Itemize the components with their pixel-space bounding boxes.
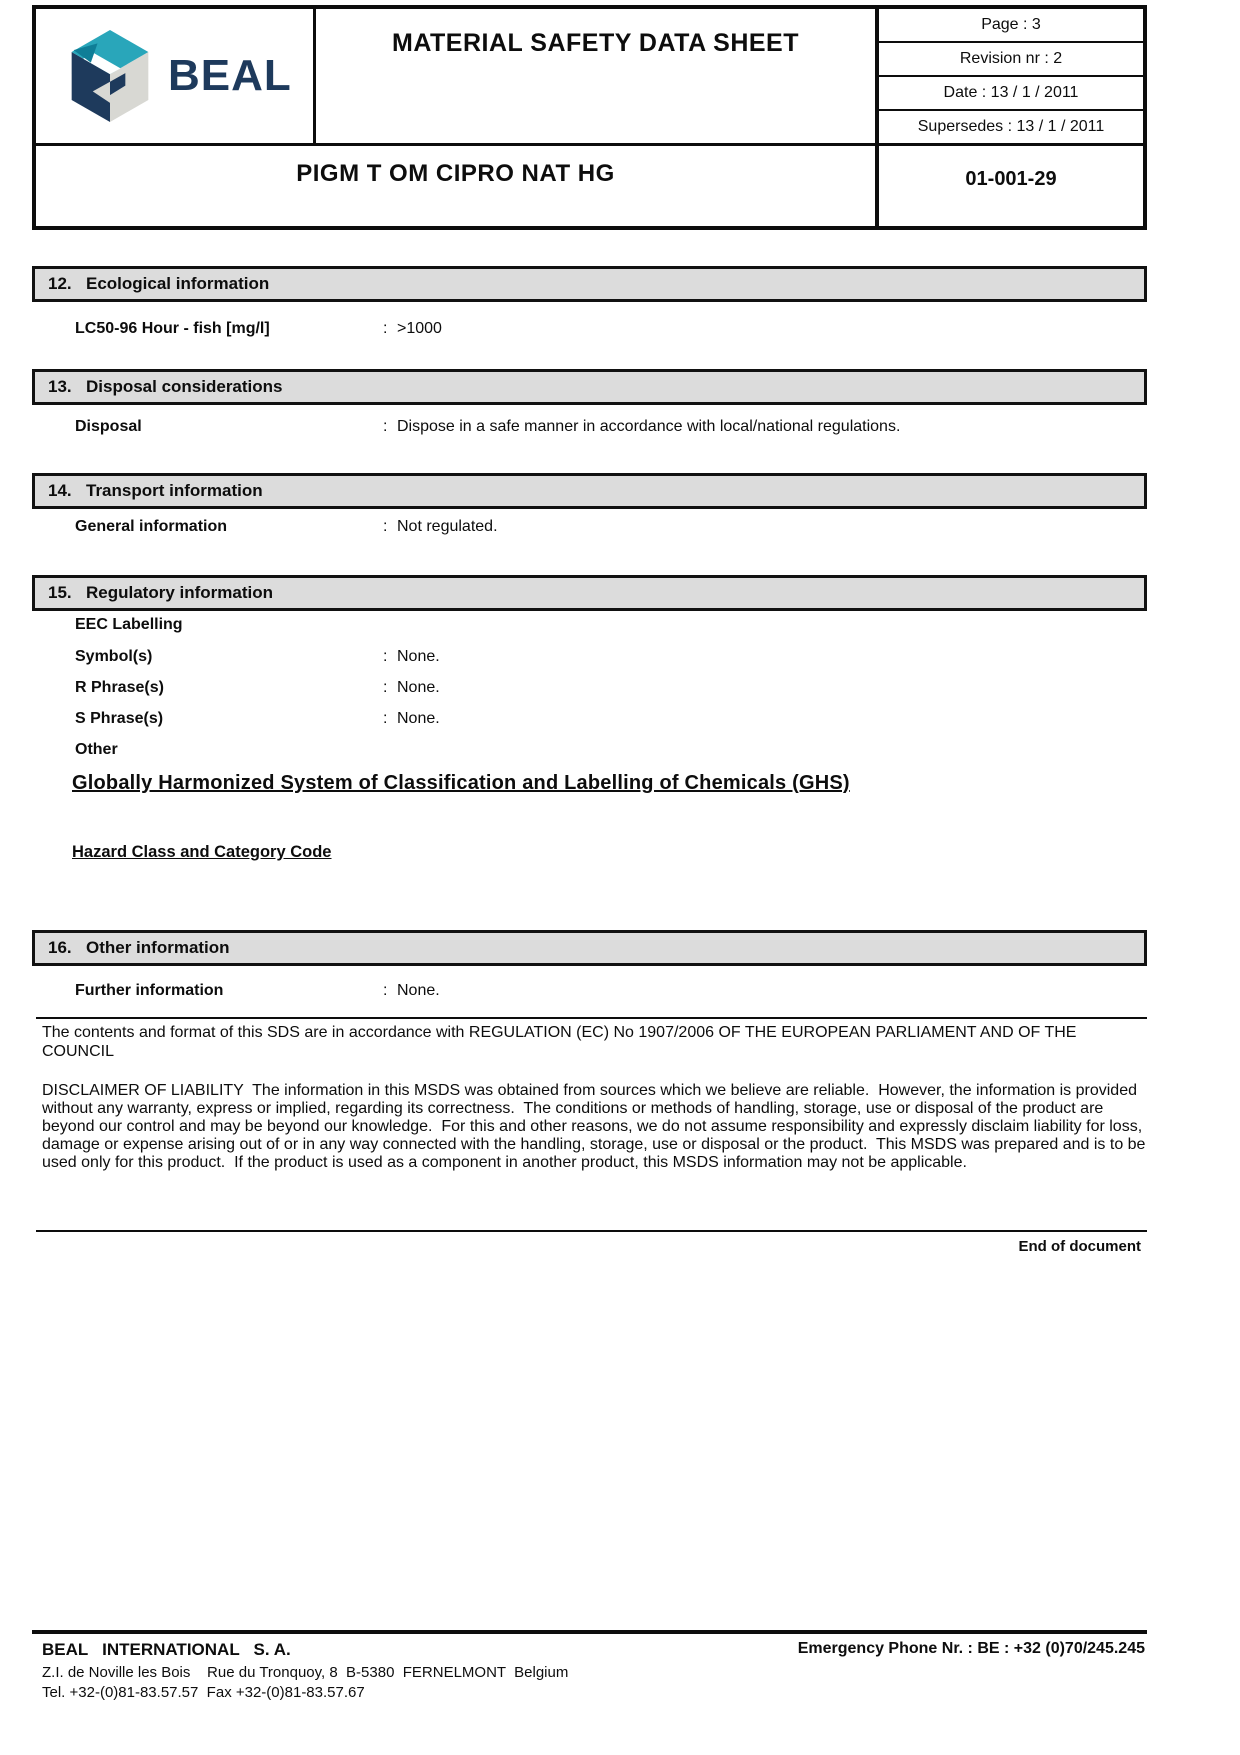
field-colon: : xyxy=(383,518,388,535)
section-number: 16. xyxy=(48,938,72,957)
footer-phone-fax: Tel. +32-(0)81-83.57.57 Fax +32-(0)81-83.57.67 xyxy=(42,1684,365,1701)
field-row xyxy=(75,982,1135,1000)
header-top-row xyxy=(36,9,1143,146)
document-header-table xyxy=(32,5,1147,230)
hazard-class-heading: Hazard Class and Category Code xyxy=(72,843,332,861)
section-title: Other information xyxy=(86,938,230,957)
field-value: None. xyxy=(397,648,440,665)
field-colon: : xyxy=(383,418,388,435)
field-row xyxy=(75,679,1135,697)
field-value: >1000 xyxy=(397,320,442,337)
field-value: None. xyxy=(397,710,440,727)
header-bottom-row xyxy=(36,146,1143,226)
field-colon: : xyxy=(383,710,388,727)
meta-supersedes: Supersedes : 13 / 1 / 2011 xyxy=(917,118,1105,135)
eec-labelling-heading: EEC Labelling xyxy=(75,616,183,633)
footer-company-name: BEAL INTERNATIONAL S. A. xyxy=(42,1640,291,1659)
separator-rule xyxy=(36,1017,1147,1019)
disclaimer-paragraph: DISCLAIMER OF LIABILITY The information in this MSDS was obtained from sources which we believe are reliable. However, the information is provided without any warranty, express or implied, regarding its correctness. The conditions or methods of handling, storage, use or disposal of the product are beyond our control and may be beyond our knowledge. For this and other reasons, we do not assume responsibility and expressly disclaim liability for loss, damage or expense arising out of or in any way connected with the handling, storage, use or disposal or the product. This MSDS was prepared and is to be used only for this product. If the product is used as a component in another product, this MSDS information may not be applicable. xyxy=(42,1082,1150,1171)
meta-page: Page : 3 xyxy=(879,9,1143,43)
section-bar-12 xyxy=(32,266,1147,302)
meta-revision: Revision nr : 2 xyxy=(879,43,1143,77)
section-title: Regulatory information xyxy=(86,583,274,602)
field-colon: : xyxy=(383,679,388,696)
section-number: 12. xyxy=(48,274,72,293)
other-heading: Other xyxy=(75,741,118,758)
section-bar-16 xyxy=(32,930,1147,966)
header-meta-column xyxy=(879,9,1143,143)
product-code: 01-001-29 xyxy=(965,168,1057,190)
brand-name: BEAL xyxy=(168,51,292,100)
section-title: Transport information xyxy=(86,481,263,500)
compliance-paragraph: The contents and format of this SDS are in accordance with REGULATION (EC) No 1907/2006 OF THE EUROPEAN PARLIAMENT AND OF THE COUNCIL xyxy=(42,1024,1081,1060)
end-of-document-note: End of document xyxy=(1018,1238,1141,1255)
field-value: Dispose in a safe manner in accordance with local/national regulations. xyxy=(397,418,901,435)
field-value: Not regulated. xyxy=(397,518,498,535)
section-bar-13 xyxy=(32,369,1147,405)
section-bar-15 xyxy=(32,575,1147,611)
field-value: None. xyxy=(397,982,440,999)
field-row xyxy=(75,710,1135,728)
section-number: 13. xyxy=(48,377,72,396)
field-row xyxy=(75,320,1135,338)
section-number: 15. xyxy=(48,583,72,602)
field-label: Further information xyxy=(75,982,224,999)
field-label: LC50-96 Hour - fish [mg/l] xyxy=(75,320,270,337)
document-title: MATERIAL SAFETY DATA SHEET xyxy=(316,9,879,143)
field-colon: : xyxy=(383,982,388,999)
field-value: None. xyxy=(397,679,440,696)
section-title: Ecological information xyxy=(86,274,270,293)
footer-rule xyxy=(32,1630,1147,1634)
field-label: Symbol(s) xyxy=(75,648,153,665)
footer-address: Z.I. de Noville les Bois Rue du Tronquoy, 8 B-5380 FERNELMONT Belgium xyxy=(42,1664,569,1681)
field-row xyxy=(75,518,1135,536)
field-row xyxy=(75,418,1135,436)
section-bar-14 xyxy=(32,473,1147,509)
product-name: PIGM T OM CIPRO NAT HG xyxy=(36,146,879,226)
separator-rule xyxy=(36,1230,1147,1232)
field-colon: : xyxy=(383,648,388,665)
field-row xyxy=(75,648,1135,666)
field-label: R Phrase(s) xyxy=(75,679,164,696)
section-number: 14. xyxy=(48,481,72,500)
footer-emergency-phone: Emergency Phone Nr. : BE : +32 (0)70/245.245 xyxy=(797,1640,1145,1657)
beal-cube-logo-icon xyxy=(64,27,156,125)
field-label: S Phrase(s) xyxy=(75,710,164,727)
ghs-heading: Globally Harmonized System of Classification and Labelling of Chemicals (GHS) xyxy=(72,772,850,794)
meta-date: Date : 13 / 1 / 2011 xyxy=(879,77,1143,111)
logo-cell xyxy=(36,9,316,143)
field-colon: : xyxy=(383,320,388,337)
section-title: Disposal considerations xyxy=(86,377,283,396)
field-label: General information xyxy=(75,518,228,535)
field-label: Disposal xyxy=(75,418,142,435)
